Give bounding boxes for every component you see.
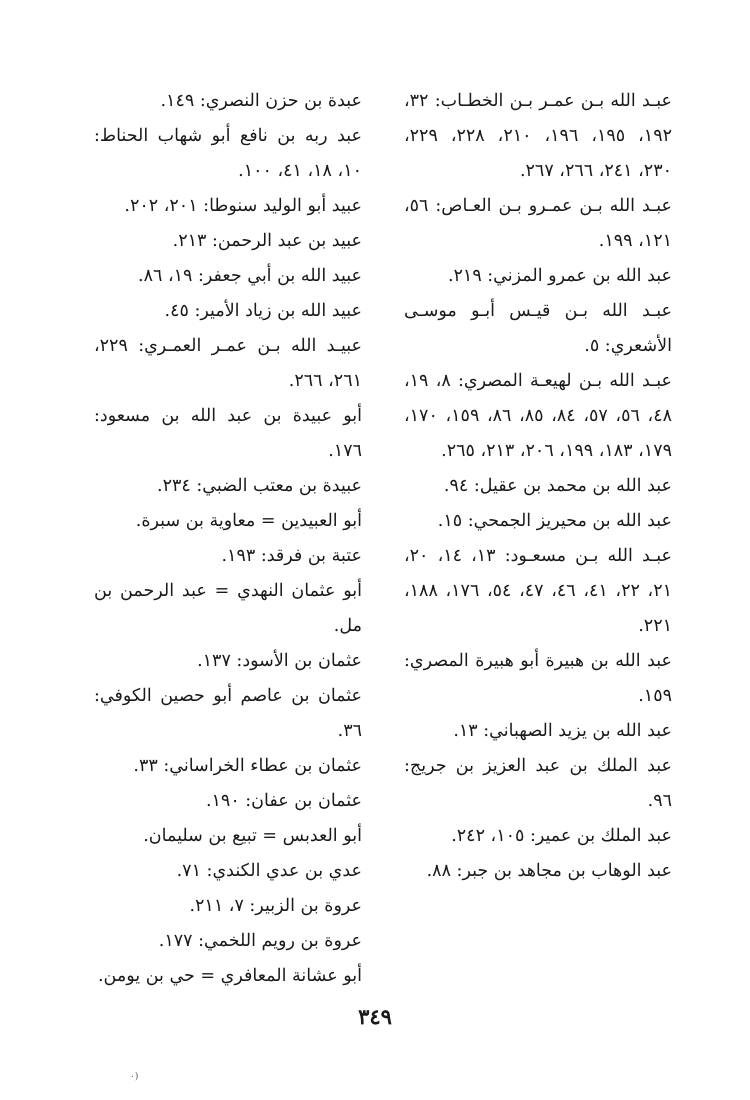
index-entry: عبـد الله بـن لهيعـة المصري: ٨، ١٩، ٤٨، ٥٦، ٥٧، ٨٤، ٨٥، ٨٦، ١٥٩، ١٧٠، ١٧٩، ١٨٣، ١٩٩، ٢٠٦، ٢١٣، ٢٦٥.: [404, 371, 673, 461]
index-entry: عبـد الله بـن قيـس أبـو موسـى الأشعري: ٥.: [404, 301, 672, 356]
index-entry: عبـد الله بـن عمـرو بـن العـاص: ٥٦، ١٢١، ١٩٩.: [404, 196, 672, 251]
index-column-right: [404, 84, 672, 889]
index-entry: عبد الله بن هبيرة أبو هبيرة المصري: ١٥٩.: [404, 651, 672, 706]
index-entry: أبو العبيدين = معاوية بن سبرة.: [135, 511, 362, 531]
index-column-left: [94, 84, 362, 994]
index-entry: عبيد بن عبد الرحمن: ٢١٣.: [172, 231, 362, 251]
index-entry: عبيد الله بن زياد الأمير: ٤٥.: [164, 301, 362, 321]
index-entry: عثمان بن الأسود: ١٣٧.: [197, 651, 362, 671]
index-entry: عبيد الله بن أبي جعفر: ١٩، ٨٦.: [138, 266, 362, 286]
index-entry: عبد الملك بن عمير: ١٠٥، ٢٤٢.: [451, 826, 672, 846]
index-entry: عروة بن رويم اللخمي: ١٧٧.: [158, 931, 362, 951]
index-entry: عبيد أبو الوليد سنوطا: ٢٠١، ٢٠٢.: [124, 196, 362, 216]
index-entry: عبـد الله بـن مسعـود: ١٣، ١٤، ٢٠، ٢١، ٢٢، ٤١، ٤٦، ٤٧، ٥٤، ١٧٦، ١٨٨، ٢٢١.: [404, 546, 673, 636]
index-entry: عبيـد الله بـن عمـر العمـري: ٢٢٩، ٢٦١، ٢٦٦.: [94, 336, 362, 391]
footer-mark: ٠): [130, 1072, 139, 1082]
index-entry: عبيدة بن معتب الضبي: ٢٣٤.: [157, 476, 362, 496]
index-entry: أبو عثمان النهدي = عبد الرحمن بن مل.: [94, 581, 362, 636]
index-entry: أبو عشانة المعافري = حي بن يومن.: [97, 966, 362, 986]
index-entry: عبد الله بن يزيد الصهباني: ١٣.: [453, 721, 672, 741]
index-entry: أبو عبيدة بن عبد الله بن مسعود: ١٧٦.: [94, 406, 362, 461]
index-entry: عثمان بن عفان: ١٩٠.: [205, 791, 362, 811]
index-entry: عروة بن الزبير: ٧، ٢١١.: [189, 896, 362, 916]
index-entry: عدي بن عدي الكندي: ٧١.: [176, 861, 362, 881]
index-entry: عبدة بن حزن النصري: ١٤٩.: [160, 91, 362, 111]
index-entry: عثمان بن عطاء الخراساني: ٣٣.: [133, 756, 362, 776]
index-entry: عبد الوهاب بن مجاهد بن جبر: ٨٨.: [426, 861, 672, 881]
index-entry: عبد الله بن محمد بن عقيل: ٩٤.: [443, 476, 672, 496]
index-entry: عبد الملك بن عبد العزيز بن جريج: ٩٦.: [404, 756, 672, 811]
index-entry: عتبة بن فرقد: ١٩٣.: [221, 546, 362, 566]
index-entry: أبو العدبس = تبيع بن سليمان.: [143, 826, 362, 846]
index-entry: عبد الله بن محيريز الجمحي: ١٥.: [437, 511, 672, 531]
index-entry: عبد الله بن عمرو المزني: ٢١٩.: [447, 266, 672, 286]
index-entry: عبد ربه بن نافع أبو شهاب الحناط: ١٠، ١٨، ٤١، ١٠٠.: [94, 126, 362, 181]
index-entry: عثمان بن عاصم أبو حصين الكوفي: ٣٦.: [94, 686, 362, 741]
index-entry: عبـد الله بـن عمـر بـن الخطـاب: ٣٢، ١٩٢، ١٩٥، ١٩٦، ٢١٠، ٢٢٨، ٢٢٩، ٢٣٠، ٢٤١، ٢٦٦، ٢٦٧.: [404, 91, 672, 181]
page-number: ٣٤٩: [358, 1004, 392, 1029]
